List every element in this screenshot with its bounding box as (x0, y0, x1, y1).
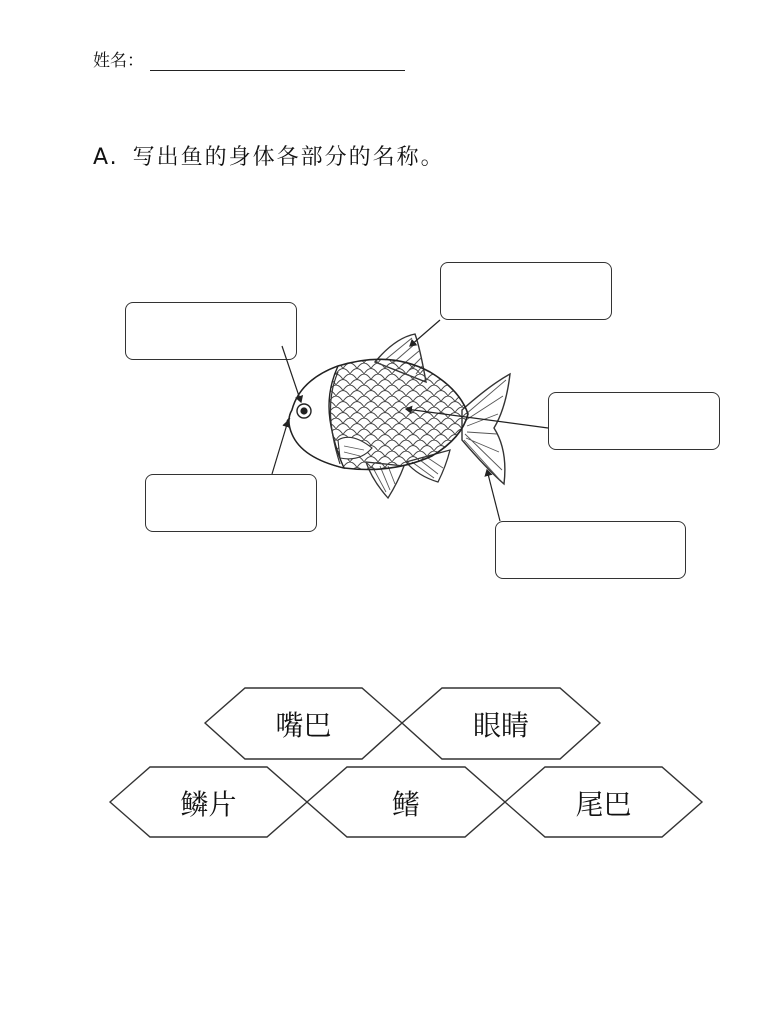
question-text: 写出鱼的身体各部分的名称。 (132, 145, 445, 170)
word-tile-label: 鳍 (391, 788, 420, 821)
arrow-to-fin (410, 320, 440, 346)
name-label: 姓名： (93, 51, 144, 71)
tail-fin (462, 374, 510, 484)
word-tile-label: 眼睛 (472, 709, 529, 742)
word-tile-label: 嘴巴 (275, 709, 332, 742)
arrow-to-mouth (272, 421, 288, 474)
question-number: A. (93, 145, 119, 170)
word-tile-label: 尾巴 (575, 788, 632, 821)
arrow-to-eye (282, 346, 301, 402)
fish-eye (297, 404, 311, 418)
word-tile-label: 鳞片 (180, 788, 237, 821)
